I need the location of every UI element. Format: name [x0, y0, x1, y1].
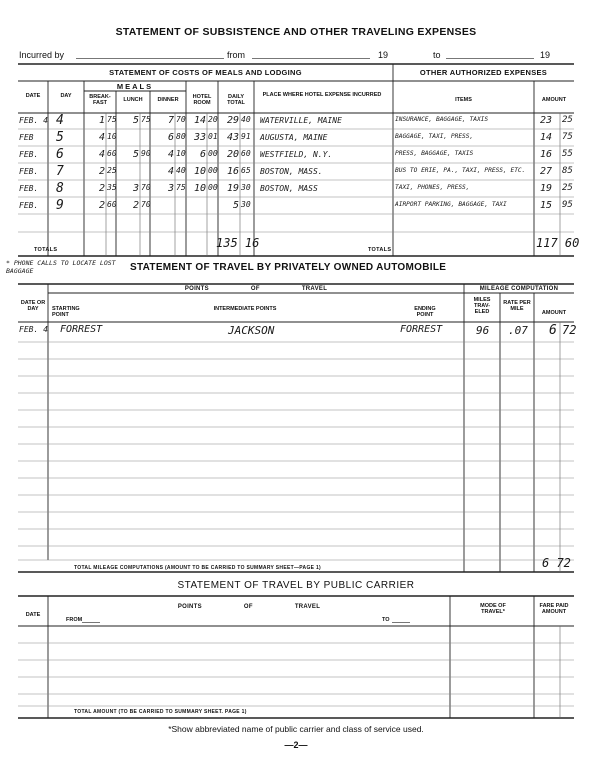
- meal-row-amount-dollars: 19: [540, 183, 553, 194]
- year-prefix-2: 19: [540, 50, 551, 60]
- col-rate-per-mile: RATE PER MILE: [503, 300, 531, 312]
- year-prefix-1: 19: [378, 50, 389, 60]
- col-date: DATE: [25, 93, 41, 99]
- totals-label-left: TOTALS: [34, 247, 58, 253]
- meal-row-amount-cents: 95: [562, 200, 573, 210]
- meal-row-dt-cents: 60: [241, 149, 251, 158]
- col-daily-total: DAILY TOTAL: [227, 94, 245, 106]
- meal-row-bf-dollars: 2: [98, 200, 105, 211]
- meal-row-amount-dollars: 16: [540, 149, 553, 160]
- phone-calls-note: * PHONE CALLS TO LOCATE LOST BAGGAGE: [6, 259, 116, 275]
- meal-row-di-dollars: 4: [167, 166, 174, 177]
- meal-row-bf-cents: 10: [107, 132, 117, 141]
- other-expenses-title: OTHER AUTHORIZED EXPENSES: [419, 68, 548, 77]
- carrier-total-label: TOTAL AMOUNT (TO BE CARRIED TO SUMMARY SHEET. PAGE 1): [74, 709, 247, 715]
- meal-row-date: FEB.: [19, 201, 39, 210]
- meal-row-lu-dollars: 5: [132, 115, 139, 126]
- to-label: to: [433, 50, 441, 60]
- meal-row-lu-cents: 70: [141, 183, 151, 192]
- meal-row-day: 8: [56, 181, 64, 196]
- meal-row-items: TAXI, PHONES, PRESS,: [395, 184, 470, 191]
- meal-row-ho-cents: 00: [208, 149, 218, 158]
- carrier-points-of-travel: POINTS OF TRAVEL: [177, 604, 321, 610]
- total-mileage-label: TOTAL MILEAGE COMPUTATIONS (AMOUNT TO BE CARRIED TO SUMMARY SHEET—PAGE 1): [74, 565, 321, 571]
- auto-row-date: FEB. 4: [19, 325, 48, 334]
- meal-row-day: 6: [56, 147, 64, 162]
- daily-total-sum: 135 16: [216, 236, 260, 250]
- meal-row-ho-dollars: 33: [193, 132, 206, 143]
- meal-row-place: WATERVILLE, MAINE: [260, 116, 342, 125]
- col-place: PLACE WHERE HOTEL EXPENSE INCURRED: [262, 92, 382, 98]
- meal-row-day: 7: [56, 164, 64, 179]
- col-items: ITEMS: [455, 97, 472, 103]
- meal-row-amount-cents: 55: [562, 149, 573, 159]
- footer-note: *Show abbreviated name of public carrier and class of service used.: [168, 724, 424, 734]
- meal-row-items: BUS TO ERIE, PA., TAXI, PRESS, ETC.: [395, 167, 526, 174]
- meal-row-dt-cents: 91: [241, 132, 251, 141]
- meal-row-di-cents: 80: [176, 132, 186, 141]
- meal-row-di-dollars: 4: [167, 149, 174, 160]
- meal-row-lu-cents: 75: [141, 115, 151, 124]
- meal-row-amount-cents: 25: [562, 115, 573, 125]
- meals-group-header: MEALS: [116, 82, 154, 91]
- totals-label-right: TOTALS: [368, 247, 392, 253]
- meal-row-bf-dollars: 2: [98, 166, 105, 177]
- carrier-col-date: DATE: [25, 612, 41, 618]
- meal-row-place: BOSTON, MASS.: [260, 167, 323, 176]
- meal-row-di-cents: 70: [176, 115, 186, 124]
- meal-row-di-dollars: 7: [167, 115, 174, 126]
- col-ending-point: ENDING POINT: [414, 306, 436, 318]
- meal-row-ho-dollars: 6: [199, 149, 206, 160]
- auto-section-title: STATEMENT OF TRAVEL BY PRIVATELY OWNED AUTOMOBILE: [130, 262, 447, 273]
- col-dinner: DINNER: [157, 97, 179, 103]
- meal-row-ho-dollars: 10: [193, 166, 206, 177]
- meal-row-date: FEB.: [19, 184, 39, 193]
- meal-row-day: 4: [56, 113, 64, 128]
- meal-row-dt-dollars: 29: [226, 115, 239, 126]
- meals-section-title: STATEMENT OF COSTS OF MEALS AND LODGING: [109, 68, 302, 77]
- meal-row-di-cents: 40: [176, 166, 186, 175]
- auto-row-amount-cents: 72: [562, 323, 577, 337]
- incurred-by-label: Incurred by: [19, 50, 65, 60]
- meal-row-ho-cents: 01: [208, 132, 218, 141]
- meal-row-bf-dollars: 4: [98, 132, 105, 143]
- meal-row-items: AIRPORT PARKING, BAGGAGE, TAXI: [395, 201, 507, 208]
- meal-row-place: WESTFIELD, N.Y.: [260, 150, 333, 159]
- meal-row-bf-dollars: 1: [98, 115, 105, 126]
- auto-row-intermediate: JACKSON: [228, 324, 275, 337]
- col-day: DAY: [60, 93, 72, 99]
- carrier-col-fare: FARE PAID AMOUNT: [539, 603, 569, 615]
- page-title: STATEMENT OF SUBSISTENCE AND OTHER TRAVELING EXPENSES: [115, 26, 477, 38]
- meal-row-lu-cents: 90: [141, 149, 151, 158]
- carrier-section-title: STATEMENT OF TRAVEL BY PUBLIC CARRIER: [177, 580, 415, 591]
- carrier-col-mode: MODE OF TRAVEL*: [480, 603, 506, 615]
- meal-row-lu-dollars: 5: [132, 149, 139, 160]
- col-miles-traveled: MILES TRAV-ELED: [473, 297, 491, 315]
- meal-row-di-dollars: 3: [167, 183, 174, 194]
- meal-row-dt-cents: 65: [241, 166, 251, 175]
- meal-row-amount-cents: 75: [562, 132, 573, 142]
- meal-row-ho-cents: 00: [208, 166, 218, 175]
- meal-row-bf-cents: 35: [107, 183, 117, 192]
- meal-row-amount-cents: 85: [562, 166, 573, 176]
- meal-row-lu-cents: 70: [141, 200, 151, 209]
- page-number: —2—: [284, 740, 308, 750]
- meal-row-date: FEB: [19, 133, 34, 142]
- meal-row-items: BAGGAGE, TAXI, PRESS,: [395, 133, 474, 140]
- meal-row-bf-dollars: 2: [98, 183, 105, 194]
- meal-row-items: INSURANCE, BAGGAGE, TAXIS: [395, 116, 489, 123]
- carrier-to-label: TO: [382, 617, 390, 623]
- meal-row-di-cents: 75: [176, 183, 186, 192]
- meal-row-ho-dollars: 10: [193, 183, 206, 194]
- col-amount: AMOUNT: [541, 97, 567, 103]
- auto-row-amount-dollars: 6: [549, 323, 557, 338]
- meal-row-lu-dollars: 3: [132, 183, 139, 194]
- col-intermediate-points: INTERMEDIATE POINTS: [213, 306, 277, 312]
- meal-row-dt-dollars: 16: [226, 166, 239, 177]
- meal-row-dt-cents: 40: [241, 115, 251, 124]
- meal-row-di-cents: 10: [176, 149, 186, 158]
- col-starting-point: STARTING POINT: [52, 306, 80, 318]
- meal-row-items: PRESS, BAGGAGE, TAXIS: [395, 150, 474, 157]
- meal-row-bf-cents: 75: [107, 115, 117, 124]
- meal-row-amount-dollars: 14: [540, 132, 553, 143]
- meal-row-amount-dollars: 23: [540, 115, 553, 126]
- meal-row-amount-dollars: 15: [540, 200, 553, 211]
- meal-row-lu-dollars: 2: [132, 200, 139, 211]
- carrier-from-label: FROM: [66, 617, 83, 623]
- meal-row-place: BOSTON, MASS: [260, 184, 318, 193]
- total-mileage-value: 6 72: [542, 556, 571, 570]
- col-breakfast: BREAK-FAST: [89, 94, 111, 106]
- points-of-travel-header: POINTS OF TRAVEL: [184, 286, 328, 292]
- mileage-computation-header: MILEAGE COMPUTATION: [479, 286, 559, 292]
- meal-row-bf-cents: 60: [107, 200, 117, 209]
- meal-row-date: FEB.: [19, 167, 39, 176]
- meal-row-amount-cents: 25: [562, 183, 573, 193]
- meal-row-dt-dollars: 43: [226, 132, 239, 143]
- meal-row-amount-dollars: 27: [540, 166, 553, 177]
- col-auto-amount: AMOUNT: [541, 310, 567, 316]
- meal-row-place: AUGUSTA, MAINE: [260, 133, 328, 142]
- meal-row-ho-cents: 20: [208, 115, 218, 124]
- meal-row-bf-dollars: 4: [98, 149, 105, 160]
- meal-row-dt-dollars: 19: [226, 183, 239, 194]
- other-total-sum: 117 60: [536, 236, 580, 250]
- auto-row-miles: 96: [476, 324, 490, 337]
- meal-row-date: FEB.: [19, 150, 39, 159]
- meal-row-dt-dollars: 20: [226, 149, 239, 160]
- meal-row-bf-cents: 25: [107, 166, 117, 175]
- meal-row-day: 5: [56, 130, 64, 145]
- col-lunch: LUNCH: [123, 97, 143, 103]
- from-label: from: [227, 50, 245, 60]
- auto-row-start: FORREST: [60, 324, 103, 335]
- auto-row-rate: .07: [508, 324, 528, 337]
- meal-row-dt-cents: 30: [241, 183, 251, 192]
- meal-row-date: FEB. 4: [19, 116, 48, 125]
- meal-row-di-dollars: 6: [167, 132, 174, 143]
- meal-row-dt-cents: 30: [241, 200, 251, 209]
- col-date-or-day: DATE OR DAY: [20, 300, 46, 312]
- meal-row-ho-cents: 00: [208, 183, 218, 192]
- meal-row-dt-dollars: 5: [232, 200, 239, 211]
- col-hotel-room: HOTEL ROOM: [192, 94, 212, 106]
- auto-row-end: FORREST: [400, 324, 443, 335]
- meal-row-day: 9: [56, 198, 64, 213]
- meal-row-bf-cents: 60: [107, 149, 117, 158]
- meal-row-ho-dollars: 14: [193, 115, 206, 126]
